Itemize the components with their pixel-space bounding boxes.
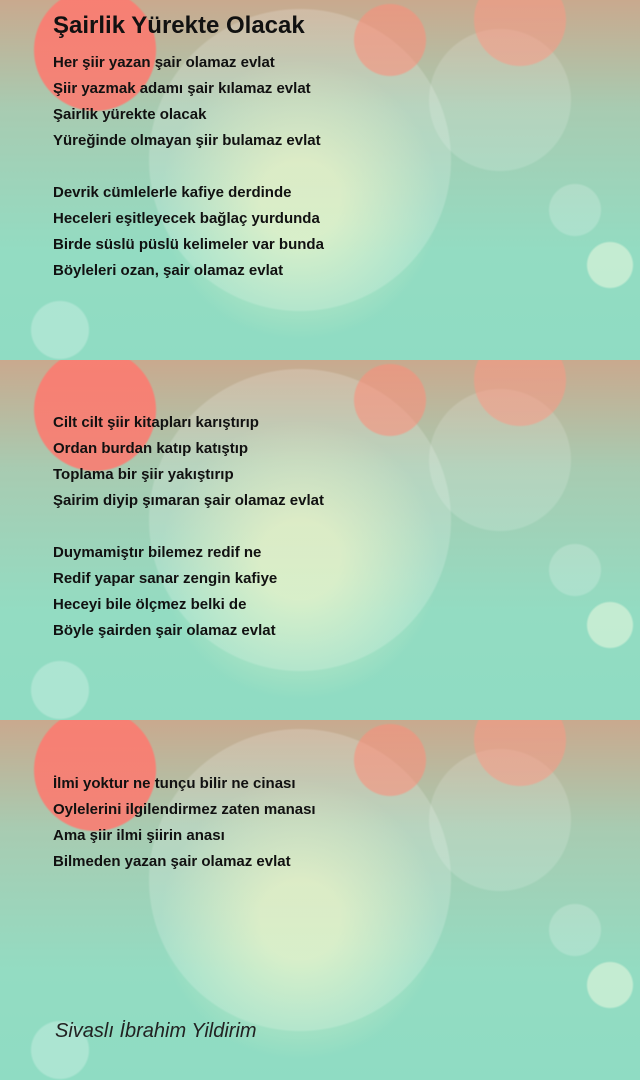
verse-line: Birde süslü püslü kelimeler var bunda [53,236,324,253]
poem-panel-1 [0,0,640,360]
verse-line: Şiir yazmak adamı şair kılamaz evlat [53,80,311,97]
stanza-2 [53,180,324,284]
verse-line: Heceleri eşitleyecek bağlaç yurdunda [53,210,320,227]
verse-line: Şairim diyip şımaran şair olamaz evlat [53,492,324,509]
verse-line: Her şiir yazan şair olamaz evlat [53,54,275,71]
verse-line: Yüreğinde olmayan şiir bulamaz evlat [53,132,321,149]
verse-line: Cilt cilt şiir kitapları karıştırıp [53,414,259,431]
stanza-1 [53,50,321,154]
verse-line: Böyle şairden şair olamaz evlat [53,622,276,639]
verse-line: Böyleleri ozan, şair olamaz evlat [53,262,284,279]
verse-line: Oylelerini ilgilendirmez zaten manası [53,801,316,818]
verse-line: Ama şiir ilmi şiirin anası [53,827,225,844]
stanza-5 [53,771,316,875]
poem-title: Şairlik Yürekte Olacak [53,12,305,39]
verse-line: Ordan burdan katıp katıştıp [53,440,249,457]
verse-line: Toplama bir şiir yakıştırıp [53,466,234,483]
verse-line: Duymamiştır bilemez redif ne [53,544,262,561]
stanza-3 [53,410,324,514]
verse-line: Bilmeden yazan şair olamaz evlat [53,853,291,870]
stanza-4 [53,540,277,644]
verse-line: Heceyi bile ölçmez belki de [53,596,247,613]
poem-panel-2 [0,360,640,720]
verse-line: Devrik cümlelerle kafiye derdinde [53,184,292,201]
verse-line: Redif yapar sanar zengin kafiye [53,570,278,587]
poem-author: Sivaslı İbrahim Yildirim [55,1020,257,1042]
verse-line: Şairlik yürekte olacak [53,106,207,123]
poem-panel-3 [0,720,640,1080]
verse-line: İlmi yoktur ne tunçu bilir ne cinası [53,775,296,792]
